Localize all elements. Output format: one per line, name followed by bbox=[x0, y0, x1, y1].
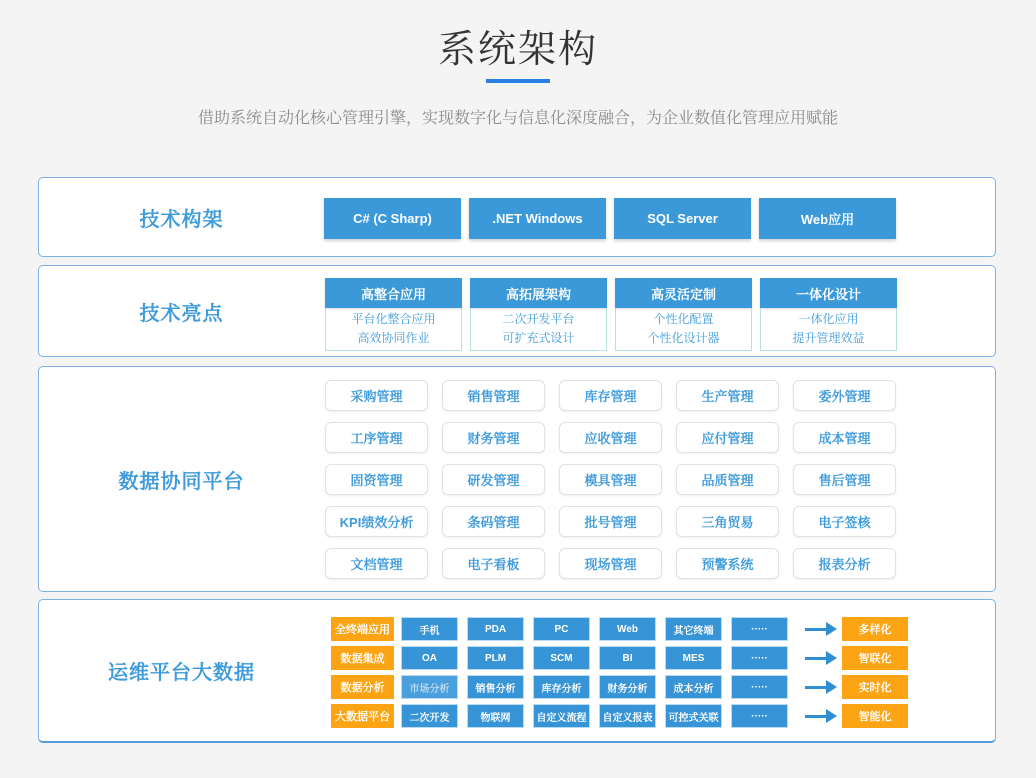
bigdata-item[interactable]: PLM bbox=[467, 646, 524, 670]
highlight-card-body bbox=[615, 308, 752, 351]
bigdata-row bbox=[331, 646, 908, 670]
page-subtitle: 借助系统自动化核心管理引擎，实现数字化与信息化深度融合，为企业数值化管理应用赋能 bbox=[197, 110, 838, 127]
bigdata-item[interactable]: BI bbox=[599, 646, 656, 670]
highlight-card-line: 提升管理效益 bbox=[792, 331, 865, 345]
arrow-right-icon bbox=[805, 651, 837, 665]
highlight-card-title: 高拓展架构 bbox=[470, 278, 607, 308]
module-button[interactable]: 研发管理 bbox=[442, 464, 545, 495]
module-button[interactable]: 模具管理 bbox=[559, 464, 662, 495]
highlight-card-body bbox=[325, 308, 462, 351]
highlight-card-line: 个性化设计器 bbox=[647, 331, 720, 345]
bigdata-item[interactable]: 物联网 bbox=[467, 704, 524, 728]
bigdata-item[interactable]: 自定义报表 bbox=[599, 704, 656, 728]
bigdata-result[interactable]: 实时化 bbox=[842, 675, 908, 699]
highlight-card-line: 高效协同作业 bbox=[357, 331, 430, 345]
arrow-head bbox=[826, 680, 837, 694]
arrow-line bbox=[805, 657, 826, 660]
bigdata-item[interactable]: ····· bbox=[731, 646, 788, 670]
data-platform-label: 数据协同平台 bbox=[118, 470, 245, 493]
module-button[interactable]: 库存管理 bbox=[559, 380, 662, 411]
bigdata-item[interactable]: 市场分析 bbox=[401, 675, 458, 699]
arrow-head bbox=[826, 651, 837, 665]
bigdata-item[interactable]: 库存分析 bbox=[533, 675, 590, 699]
tech-stack-button[interactable]: C# (C Sharp) bbox=[324, 198, 461, 239]
bigdata-item[interactable]: 自定义流程 bbox=[533, 704, 590, 728]
bigdata-category[interactable]: 大数据平台 bbox=[331, 704, 394, 728]
highlight-card-line: 平台化整合应用 bbox=[351, 312, 436, 326]
module-button[interactable]: 固资管理 bbox=[325, 464, 428, 495]
bigdata-item[interactable]: 手机 bbox=[401, 617, 458, 641]
arrow-line bbox=[805, 686, 826, 689]
highlights-label: 技术亮点 bbox=[139, 302, 224, 325]
highlight-card-body bbox=[760, 308, 897, 351]
highlight-card-line: 一体化应用 bbox=[798, 312, 859, 326]
module-button[interactable]: 文档管理 bbox=[325, 548, 428, 579]
bigdata-result[interactable]: 智能化 bbox=[842, 704, 908, 728]
highlight-card-line: 可扩充式设计 bbox=[502, 331, 575, 345]
module-button[interactable]: 工序管理 bbox=[325, 422, 428, 453]
tech-stack-buttons bbox=[324, 198, 896, 239]
module-button[interactable]: 批号管理 bbox=[559, 506, 662, 537]
bigdata-label: 运维平台大数据 bbox=[108, 662, 255, 684]
panel-data-platform bbox=[38, 366, 996, 592]
arrow-right-icon bbox=[805, 680, 837, 694]
bigdata-item[interactable]: 成本分析 bbox=[665, 675, 722, 699]
highlight-card-body bbox=[470, 308, 607, 351]
arrow-line bbox=[805, 628, 826, 631]
arrow-right-icon bbox=[805, 709, 837, 723]
tech-stack-button[interactable]: .NET Windows bbox=[469, 198, 606, 239]
arrow-right-icon bbox=[805, 622, 837, 636]
module-button[interactable]: 现场管理 bbox=[559, 548, 662, 579]
bigdata-item[interactable]: MES bbox=[665, 646, 722, 670]
bigdata-category[interactable]: 数据集成 bbox=[331, 646, 394, 670]
arrow-head bbox=[826, 709, 837, 723]
page-title: 系统架构 bbox=[437, 29, 598, 71]
panel-highlights bbox=[38, 265, 996, 357]
bigdata-item[interactable]: OA bbox=[401, 646, 458, 670]
module-button[interactable]: 报表分析 bbox=[793, 548, 896, 579]
module-button[interactable]: 财务管理 bbox=[442, 422, 545, 453]
bigdata-item[interactable]: SCM bbox=[533, 646, 590, 670]
highlight-card-title: 高灵活定制 bbox=[615, 278, 752, 308]
arrow-head bbox=[826, 622, 837, 636]
module-button[interactable]: 预警系统 bbox=[676, 548, 779, 579]
bigdata-row bbox=[331, 704, 908, 728]
bigdata-item[interactable]: 可控式关联 bbox=[665, 704, 722, 728]
bigdata-rows bbox=[331, 617, 908, 728]
module-button[interactable]: 电子签核 bbox=[793, 506, 896, 537]
module-button[interactable]: 三角贸易 bbox=[676, 506, 779, 537]
panel-bigdata bbox=[38, 599, 996, 743]
bigdata-item[interactable]: Web bbox=[599, 617, 656, 641]
bigdata-item[interactable]: PDA bbox=[467, 617, 524, 641]
highlight-card-title: 高整合应用 bbox=[325, 278, 462, 308]
module-button[interactable]: 条码管理 bbox=[442, 506, 545, 537]
module-button[interactable]: KPI绩效分析 bbox=[325, 506, 428, 537]
highlight-cards bbox=[325, 278, 897, 351]
bigdata-item[interactable]: PC bbox=[533, 617, 590, 641]
bigdata-item[interactable]: ····· bbox=[731, 675, 788, 699]
module-button[interactable]: 采购管理 bbox=[325, 380, 428, 411]
module-button[interactable]: 电子看板 bbox=[442, 548, 545, 579]
bigdata-item[interactable]: 其它终端 bbox=[665, 617, 722, 641]
bigdata-row bbox=[331, 675, 908, 699]
bigdata-item[interactable]: ····· bbox=[731, 617, 788, 641]
module-button[interactable]: 应收管理 bbox=[559, 422, 662, 453]
module-button[interactable]: 应付管理 bbox=[676, 422, 779, 453]
arrow-line bbox=[805, 715, 826, 718]
bigdata-result[interactable]: 多样化 bbox=[842, 617, 908, 641]
tech-stack-label: 技术构架 bbox=[139, 208, 224, 231]
module-button[interactable]: 生产管理 bbox=[676, 380, 779, 411]
highlight-card[interactable] bbox=[760, 278, 897, 351]
module-button[interactable]: 售后管理 bbox=[793, 464, 896, 495]
bigdata-item[interactable]: 二次开发 bbox=[401, 704, 458, 728]
module-button[interactable]: 成本管理 bbox=[793, 422, 896, 453]
highlight-card[interactable] bbox=[615, 278, 752, 351]
tech-stack-button[interactable]: SQL Server bbox=[614, 198, 751, 239]
module-button[interactable]: 品质管理 bbox=[676, 464, 779, 495]
bigdata-result[interactable]: 智联化 bbox=[842, 646, 908, 670]
bigdata-item[interactable]: 财务分析 bbox=[599, 675, 656, 699]
bigdata-row bbox=[331, 617, 908, 641]
tech-stack-button[interactable]: Web应用 bbox=[759, 198, 896, 239]
module-button[interactable]: 销售管理 bbox=[442, 380, 545, 411]
highlight-card-line: 二次开发平台 bbox=[502, 312, 575, 326]
bigdata-item[interactable]: 销售分析 bbox=[467, 675, 524, 699]
highlight-card-line: 个性化配置 bbox=[653, 312, 714, 326]
module-grid bbox=[325, 380, 896, 579]
title-underline bbox=[486, 79, 550, 83]
module-button[interactable]: 委外管理 bbox=[793, 380, 896, 411]
panel-tech-stack bbox=[38, 177, 996, 257]
bigdata-category[interactable]: 全终端应用 bbox=[331, 617, 394, 641]
bigdata-item[interactable]: ····· bbox=[731, 704, 788, 728]
highlight-card-title: 一体化设计 bbox=[760, 278, 897, 308]
highlight-card[interactable] bbox=[470, 278, 607, 351]
bigdata-category[interactable]: 数据分析 bbox=[331, 675, 394, 699]
highlight-card[interactable] bbox=[325, 278, 462, 351]
